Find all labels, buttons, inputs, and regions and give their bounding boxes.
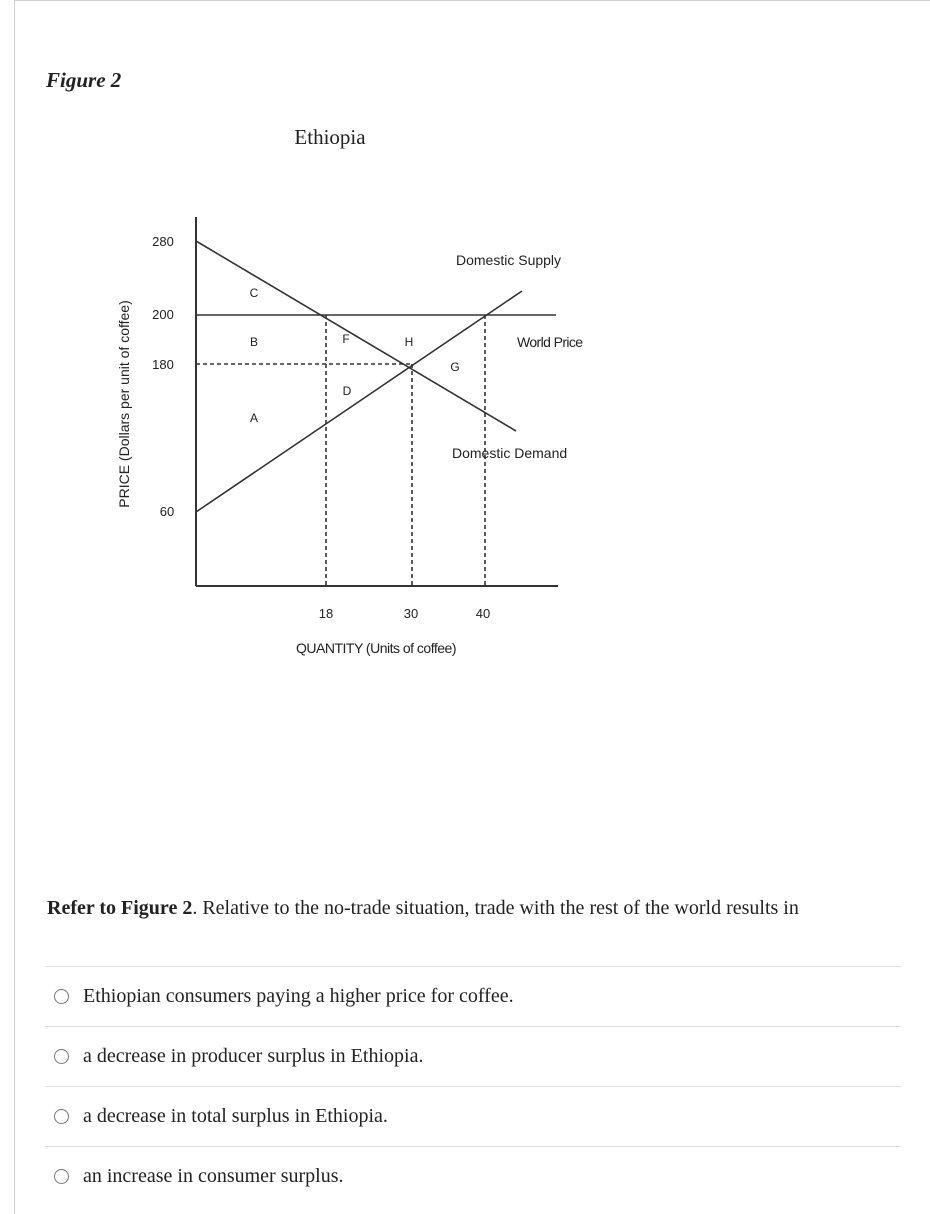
area-label-a: A [249,411,259,425]
answer-option-label: an increase in consumer surplus. [83,1165,344,1187]
area-label-g: G [450,360,460,374]
question-text [47,897,799,920]
domestic-supply-curve [196,291,522,512]
x-tick-30: 30 [403,606,419,621]
answer-option-label: a decrease in producer surplus in Ethiopia. [83,1045,424,1067]
y-tick-200: 200 [152,307,174,322]
area-label-f: F [342,332,350,346]
answer-option-3[interactable] [45,1086,901,1146]
y-tick-60: 60 [159,504,175,519]
y-tick-280: 280 [152,234,174,249]
answer-option-label: a decrease in total surplus in Ethiopia. [83,1105,388,1127]
area-label-h: H [404,335,414,349]
domestic-demand-label: Domestic Demand [452,445,568,461]
area-label-d: D [342,384,352,398]
radio-button[interactable] [54,989,69,1004]
y-tick-180: 180 [152,357,174,372]
answer-option-2[interactable] [45,1026,901,1086]
radio-button[interactable] [54,1049,69,1064]
x-tick-18: 18 [318,606,334,621]
figure-reference: Refer to Figure 2 [47,897,193,919]
area-label-b: B [249,335,259,349]
radio-button[interactable] [54,1169,69,1184]
question-body: . Relative to the no-trade situation, trade with the rest of the world results in [192,897,799,919]
x-tick-40: 40 [475,606,491,621]
answer-option-label: Ethiopian consumers paying a higher price for coffee. [83,985,514,1007]
answer-options [45,966,901,1206]
world-price-label: World Price [517,334,583,350]
domestic-demand-curve [196,241,516,431]
domestic-supply-label: Domestic Supply [456,252,562,268]
x-axis-label: QUANTITY (Units of coffee) [296,640,456,656]
chart-title: Ethiopia [294,125,366,149]
figure-title: Figure 2 [46,68,122,92]
answer-option-1[interactable] [45,966,901,1026]
radio-button[interactable] [54,1109,69,1124]
answer-option-4[interactable] [45,1146,901,1206]
y-axis-label: PRICE (Dollars per unit of coffee) [116,300,132,508]
area-label-c: C [249,286,259,300]
